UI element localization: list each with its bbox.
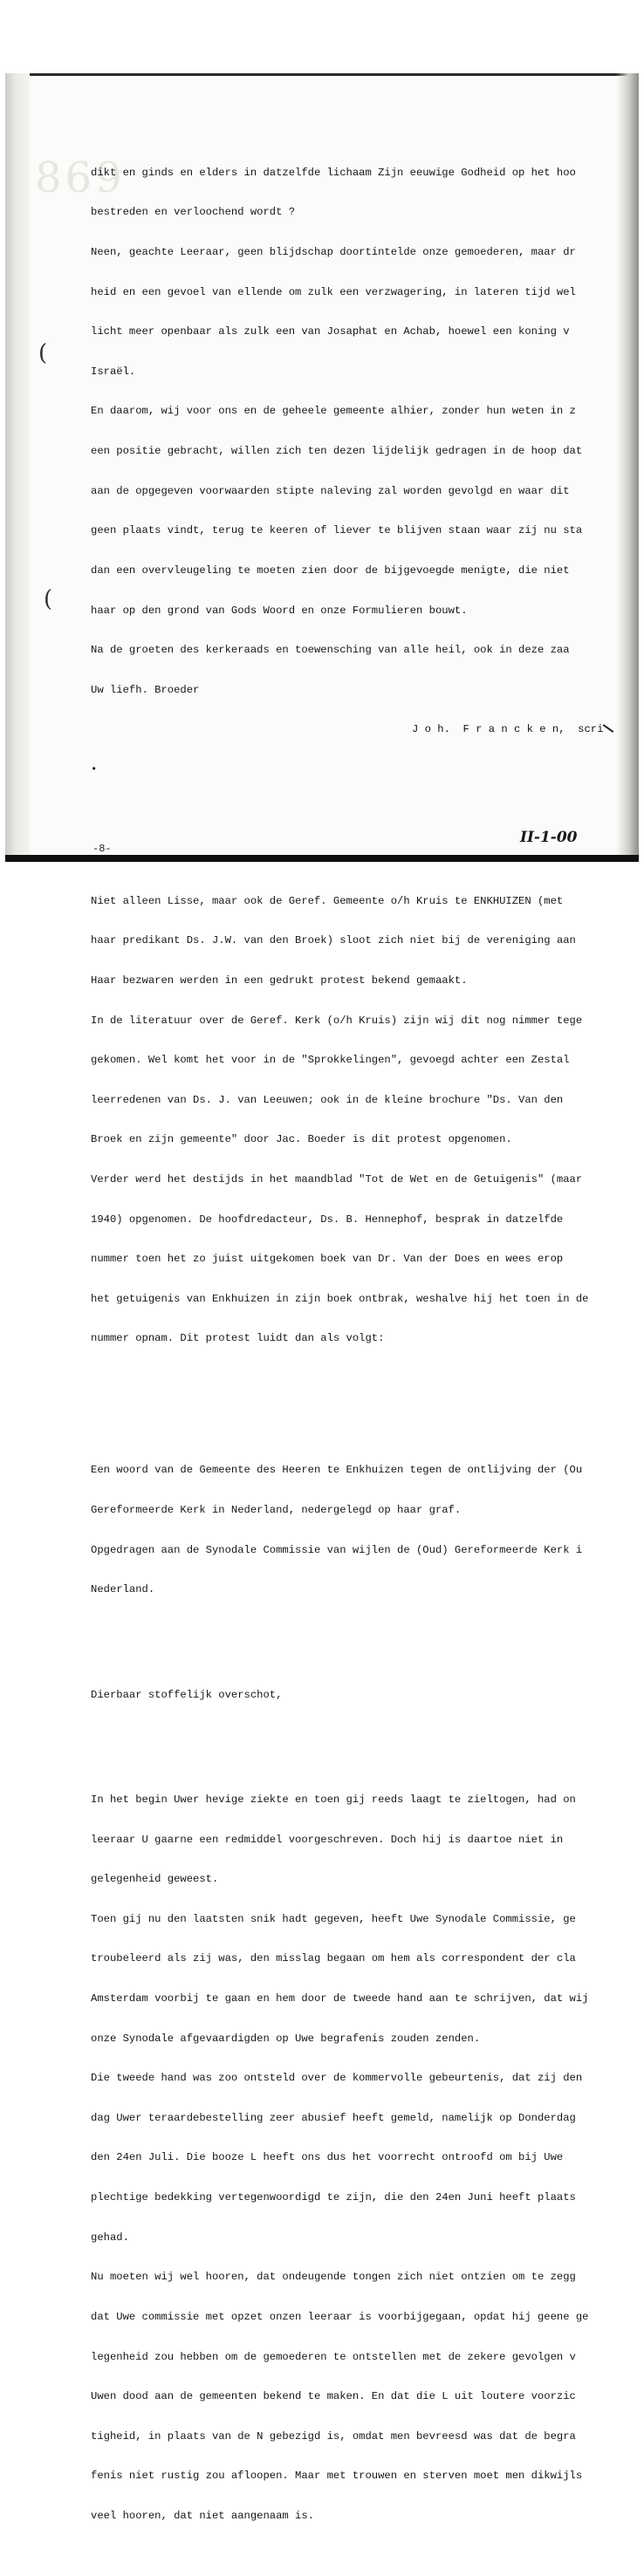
text-line: tigheid, in plaats van de N gebezigd is, omdat men bevreesd was dat de begra	[91, 2429, 576, 2443]
text-line: En daarom, wij voor ons en de geheele gemeente alhier, zonder hun weten in z	[91, 405, 576, 418]
text-line: geen plaats vindt, terug te keeren of liever te blijven staan waar zij nu sta	[91, 524, 583, 537]
signature-line: J o h. F r a n c k e n, scri	[412, 723, 604, 736]
binding-strip	[5, 73, 30, 862]
handwritten-annotation: II-1-00	[520, 829, 578, 846]
text-line: Een woord van de Gemeente des Heeren te Enkhuizen tegen de ontlijving der (Ou	[91, 1464, 583, 1477]
page-number: -8-	[92, 843, 112, 855]
text-line: gekomen. Wel komt het voor in de "Sprokkelingen", gevoegd achter een Zestal	[91, 1054, 570, 1067]
text-line: Amsterdam voorbij te gaan en hem door de tweede hand aan te schrijven, dat wij	[91, 1992, 589, 2005]
text-line: Verder werd het destijds in het maandblad "Tot de Wet en de Getuigenis" (maar	[91, 1173, 583, 1186]
text-line: Uw liefh. Broeder	[91, 683, 200, 696]
text-line: Nu moeten wij wel hooren, dat ondeugende tongen zich niet ontzien om te zegg	[91, 2271, 576, 2284]
text-line: bestreden en verloochend wordt ?	[91, 206, 296, 219]
text-line: leerredenen van Ds. J. van Leeuwen; ook in de kleine brochure "Ds. Van den	[91, 1093, 564, 1106]
salutation: Dierbaar stoffelijk overschot,	[91, 1688, 283, 1701]
text-line: gehad.	[91, 2231, 129, 2244]
text-line: dat Uwe commissie met opzet onzen leeraar is voorbijgegaan, opdat hij geene ge	[91, 2310, 589, 2323]
text-line: troubeleerd als zij was, den misslag begaan om hem als correspondent der cla	[91, 1952, 576, 1965]
intro-paragraph	[91, 868, 625, 1372]
text-line: haar op den grond van Gods Woord en onze Formulieren bouwt.	[91, 604, 468, 617]
bullet-mark: •	[91, 762, 98, 776]
margin-bracket-mark: (	[44, 586, 53, 612]
text-line: Toen gij nu den laatsten snik hadt gegeven, heeft Uwe Synodale Commissie, ge	[91, 1912, 576, 1925]
text-line: Israël.	[91, 365, 136, 378]
text-line: heid en een gevoel van ellende om zulk een verzwagering, in lateren tijd wel	[91, 285, 576, 298]
text-line: plechtige bedekking vertegenwoordigd te zijn, die den 24en Juni heeft plaats	[91, 2191, 576, 2204]
text-line: leeraar U gaarne een redmiddel voorgeschreven. Doch hij is daartoe niet in	[91, 1833, 564, 1846]
text-line: gelegenheid geweest.	[91, 1873, 219, 1886]
text-line: Die tweede hand was zoo ontsteld over de kommervolle gebeurtenis, dat zij den	[91, 2072, 583, 2085]
text-line: Broek en zijn gemeente" door Jac. Boeder is dit protest opgenomen.	[91, 1133, 512, 1146]
top-edge-line	[30, 73, 639, 76]
text-line: Opgedragen aan de Synodale Commissie van wijlen de (Oud) Gereformeerde Kerk i	[91, 1543, 583, 1556]
text-line: een positie gebracht, willen zich ten dezen lijdelijk gedragen in de hoop dat	[91, 445, 583, 458]
text-line: 1940) opgenomen. De hoofdredacteur, Ds. B. Hennephof, besprak in datzelfde	[91, 1213, 564, 1226]
text-line: Na de groeten des kerkeraads en toewensching van alle heil, ook in deze zaa	[91, 644, 570, 657]
letter-closing-block	[91, 140, 625, 803]
protest-body	[91, 1767, 625, 2550]
text-line: Haar bezwaren werden in een gedrukt protest bekend gemaakt.	[91, 974, 468, 987]
text-line: legenheid zou hebben om de gemoederen te ontstellen met de zekere gevolgen v	[91, 2350, 576, 2363]
text-line: licht meer openbaar als zulk een van Josaphat en Achab, hoewel een koning v	[91, 325, 570, 338]
text-line: Uwen dood aan de gemeenten bekend te maken. En dat die L uit loutere voorzic	[91, 2390, 576, 2403]
text-line: veel hooren, dat niet aangenaam is.	[91, 2509, 314, 2522]
text-line: dan een overvleugeling te moeten zien door de bijgevoegde menigte, die niet	[91, 564, 570, 577]
text-line: onze Synodale afgevaardigden op Uwe begrafenis zouden zenden.	[91, 2032, 481, 2045]
text-line: den 24en Juli. Die booze L heeft ons dus het voorrecht ontroofd om bij Uwe	[91, 2151, 564, 2164]
text-line: dag Uwer teraardebestelling zeer abusief heeft gemeld, namelijk op Donderdag	[91, 2111, 576, 2124]
text-line: Niet alleen Lisse, maar ook de Geref. Gemeente o/h Kruis te ENKHUIZEN (met	[91, 894, 564, 907]
text-line: Nederland.	[91, 1583, 155, 1596]
text-line: Neen, geachte Leeraar, geen blijdschap doortintelde onze gemoederen, maar dr	[91, 246, 576, 259]
text-line: dikt en ginds en elders in datzelfde lichaam Zijn eeuwige Godheid op het hoo	[91, 166, 576, 179]
text-line: aan de opgegeven voorwaarden stipte naleving zal worden gevolgd en waar dit	[91, 484, 570, 497]
text-line: fenis niet rustig zou afloopen. Maar met trouwen en sterven moet men dikwijls	[91, 2470, 583, 2483]
text-line: het getuigenis van Enkhuizen in zijn boek ontbrak, weshalve hij het toen in de	[91, 1292, 589, 1305]
bleed-through-ghost: 869	[35, 154, 126, 202]
text-line: Gereformeerde Kerk in Nederland, nedergelegd op haar graf.	[91, 1503, 462, 1516]
scanned-page	[5, 73, 639, 2522]
text-line: nummer opnam. Dit protest luidt dan als volgt:	[91, 1332, 385, 1345]
text-line: haar predikant Ds. J.W. van den Broek) sloot zich niet bij de vereniging aan	[91, 934, 576, 947]
margin-bracket-mark: (	[38, 340, 48, 366]
protest-heading	[91, 1438, 625, 1623]
text-line: In de literatuur over de Geref. Kerk (o/h Kruis) zijn wij dit nog nimmer tege	[91, 1014, 583, 1027]
text-line: nummer toen het zo juist uitgekomen boek van Dr. Van der Does en wees erop	[91, 1253, 564, 1266]
text-line: In het begin Uwer hevige ziekte en toen gij reeds laagt te zieltogen, had on	[91, 1793, 576, 1806]
typed-body-text	[91, 113, 625, 2576]
